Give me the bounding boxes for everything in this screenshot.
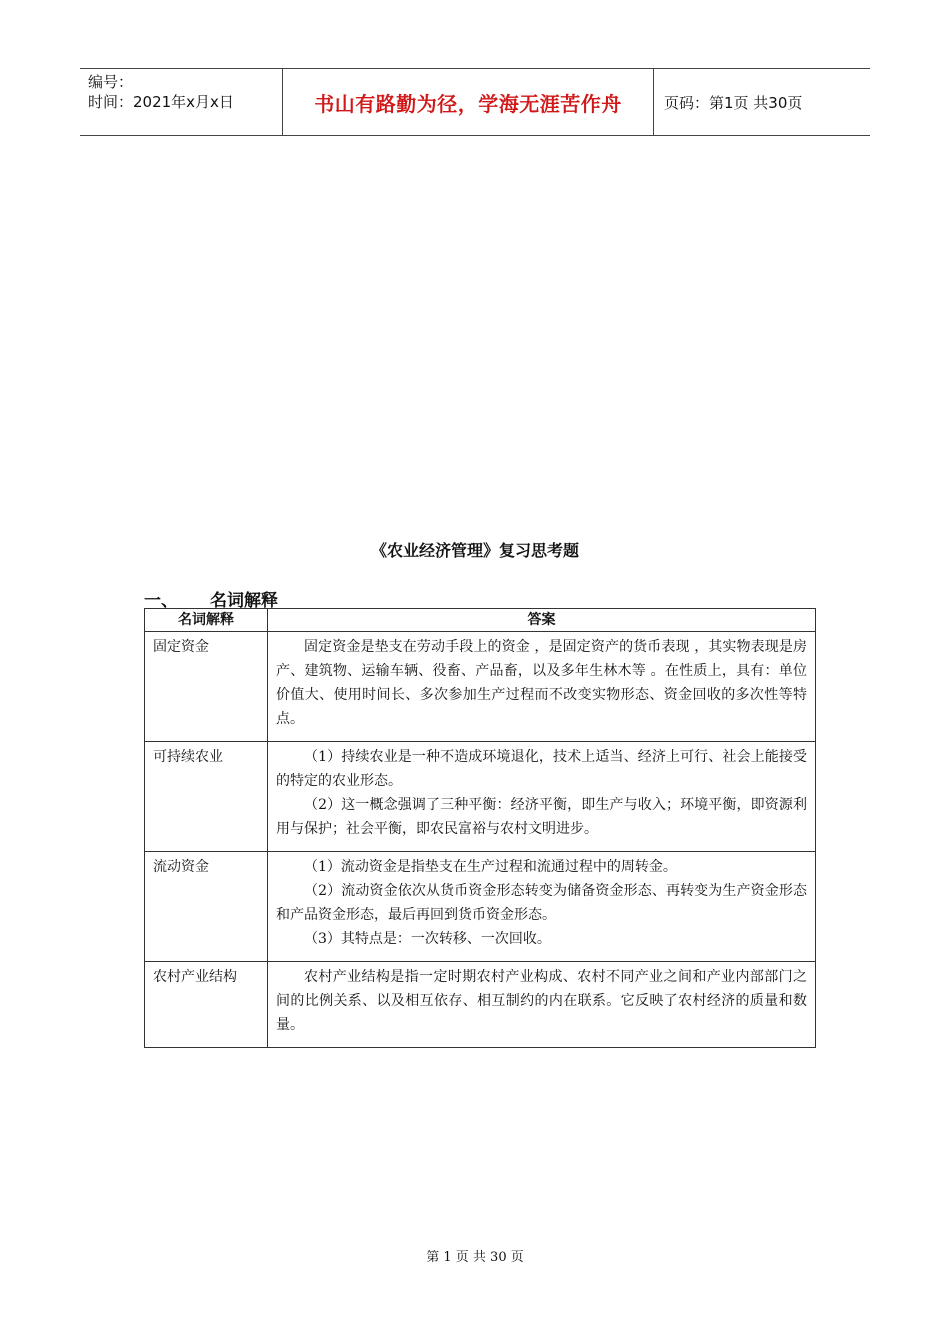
column-header-term: 名词解释 xyxy=(145,609,268,632)
table-row xyxy=(145,632,816,742)
answer-paragraph: （3）其特点是：一次转移、一次回收。 xyxy=(304,931,551,947)
document-time: 时间：2021年x月x日 xyxy=(88,93,234,111)
term-cell: 农村产业结构 xyxy=(145,962,268,1048)
header-motto-cell xyxy=(282,69,654,135)
table-row xyxy=(145,742,816,852)
answer-cell xyxy=(268,962,816,1048)
section-title: 名词解释 xyxy=(210,591,278,611)
term-cell: 流动资金 xyxy=(145,852,268,962)
header-page-info: 页码：第1页 共30页 xyxy=(664,93,803,112)
header-motto: 书山有路勤为径，学海无涯苦作舟 xyxy=(314,91,622,116)
term-cell: 可持续农业 xyxy=(145,742,268,852)
page-header xyxy=(80,68,870,136)
answer-paragraph: 固定资金是垫支在劳动手段上的资金 ，是固定资产的货币表现 ，其实物表现是房产、建筑物、运输车辆、役畜、产品畜，以及多年生林木等 。在性质上，具有：单位价值大、使用时间长、多次参加生产过程而不改变实物形态、资金回收的多次性等特点。 xyxy=(276,639,807,727)
column-header-answer: 答案 xyxy=(268,609,816,632)
document-title: 《农业经济管理》复习思考题 xyxy=(370,541,579,560)
answer-paragraph: 农村产业结构是指一定时期农村产业构成、农村不同产业之间和产业内部部门之间的比例关系、以及相互依存、相互制约的内在联系。它反映了农村经济的质量和数量。 xyxy=(276,969,807,1033)
terms-table xyxy=(144,608,816,1048)
answer-paragraph: （2）这一概念强调了三种平衡：经济平衡，即生产与收入；环境平衡，即资源利用与保护；社会平衡，即农民富裕与农村文明进步。 xyxy=(276,797,807,837)
section-number: 一、 xyxy=(144,591,178,611)
term-cell: 固定资金 xyxy=(145,632,268,742)
answer-paragraph: （2）流动资金依次从货币资金形态转变为储备资金形态、再转变为生产资金形态和产品资金形态，最后再回到货币资金形态。 xyxy=(276,883,807,923)
document-number-label: 编号： xyxy=(88,73,134,91)
table-row xyxy=(145,962,816,1048)
page-footer: 第 1 页 共 30 页 xyxy=(426,1250,524,1265)
answer-cell xyxy=(268,742,816,852)
header-meta xyxy=(80,69,282,135)
answer-cell xyxy=(268,852,816,962)
table-header-row xyxy=(145,609,816,632)
table-row xyxy=(145,852,816,962)
answer-paragraph: （1）持续农业是一种不造成环境退化，技术上适当、经济上可行、社会上能接受的特定的农业形态。 xyxy=(276,749,807,789)
answer-cell xyxy=(268,632,816,742)
answer-paragraph: （1）流动资金是指垫支在生产过程和流通过程中的周转金。 xyxy=(304,859,677,875)
